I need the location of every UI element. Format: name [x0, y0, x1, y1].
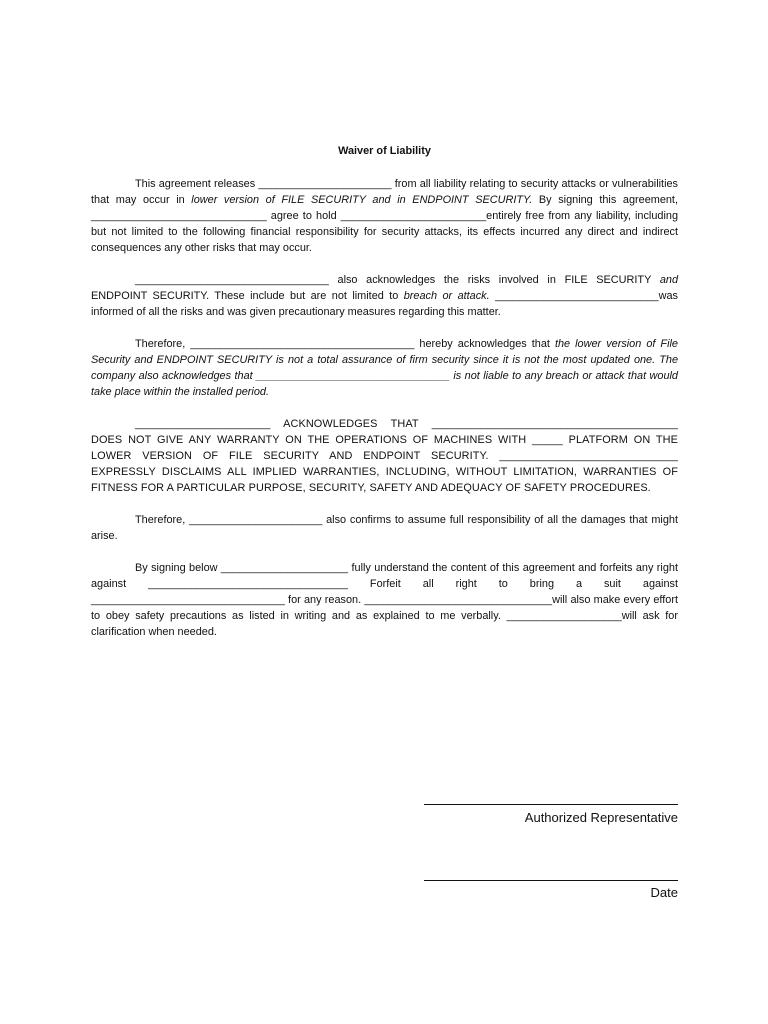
paragraph-release-text-c: By signing this agreement, _____________________________ agree to hold ________________________entirely free from any liability, including but not limited to the following financial responsibility for security attacks, its effects incurred any direct and indirect consequences any other risks that may occur.: [91, 194, 678, 254]
paragraph-warranty-disclaimer: ______________________ ACKNOWLEDGES THAT ________________________________________ DOES NOT GIVE ANY WARRANTY ON THE OPERATIONS OF MACHINES WITH _____ PLATFORM ON THE LOWER VERSION OF FILE SECURITY AND ENDPOINT SECURITY. _____________________________ EXPRESSLY DISCLAIMS ALL IMPLIED WARRANTIES, INCLUDING, WITHOUT LIMITATION, WARRANTIES OF FITNESS FOR A PARTICULAR PURPOSE, SECURITY, SAFETY AND ADEQUACY OF SAFETY PROCEDURES.: [91, 418, 678, 494]
paragraph-acknowledgement: [91, 336, 678, 400]
paragraph-release-text-a: This agreement releases ______________________ from all liability relating to security attacks or vulnerabilities that may occur in: [91, 178, 678, 206]
waiver-document: [91, 143, 678, 656]
representative-signature-label: Authorized Representative: [524, 810, 678, 825]
date-signature-line: [424, 880, 678, 881]
paragraph-risks-text-b: and: [659, 274, 678, 286]
paragraph-release: [91, 176, 678, 256]
paragraph-responsibility: Therefore, ______________________ also confirms to assume full responsibility of all the damages that might arise.: [91, 514, 678, 542]
paragraph-acknowledgement-text-b: the lower version of File Security and ENDPOINT SECURITY is not a total assurance of firm security since it is not the most updated one. The company also acknowledges that ________________________________ is not liable to any breach or attack that would take place within the installed period.: [91, 338, 678, 398]
paragraph-risks-text-e: ___________________________was informed of all the risks and was given precautionary measures regarding this matter.: [91, 290, 678, 318]
paragraph-risks-text-d: breach or attack.: [403, 290, 490, 302]
date-signature-label: Date: [650, 885, 678, 900]
paragraph-risks-text-a: ________________________________ also acknowledges the risks involved in FILE SECURITY: [135, 274, 660, 286]
paragraph-risks: [91, 272, 678, 320]
representative-signature-line: [424, 804, 678, 805]
paragraph-risks-text-c: ENDPOINT SECURITY. These include but are not limited to: [91, 290, 404, 302]
paragraph-acknowledgement-text-a: Therefore, _____________________________________ hereby acknowledges that: [135, 338, 555, 350]
paragraph-release-text-b: lower version of FILE SECURITY and in ENDPOINT SECURITY.: [191, 194, 533, 206]
document-title: Waiver of Liability: [338, 145, 431, 157]
paragraph-signing-terms: By signing below _____________________ fully understand the content of this agreement and forfeits any right against _________________________________ Forfeit all right to bring a suit against ________________________________ for any reason. _______________________________will also make every effort to obey safety precautions as listed in writing and as explained to me verbally. ___________________will ask for clarification when needed.: [91, 562, 678, 638]
